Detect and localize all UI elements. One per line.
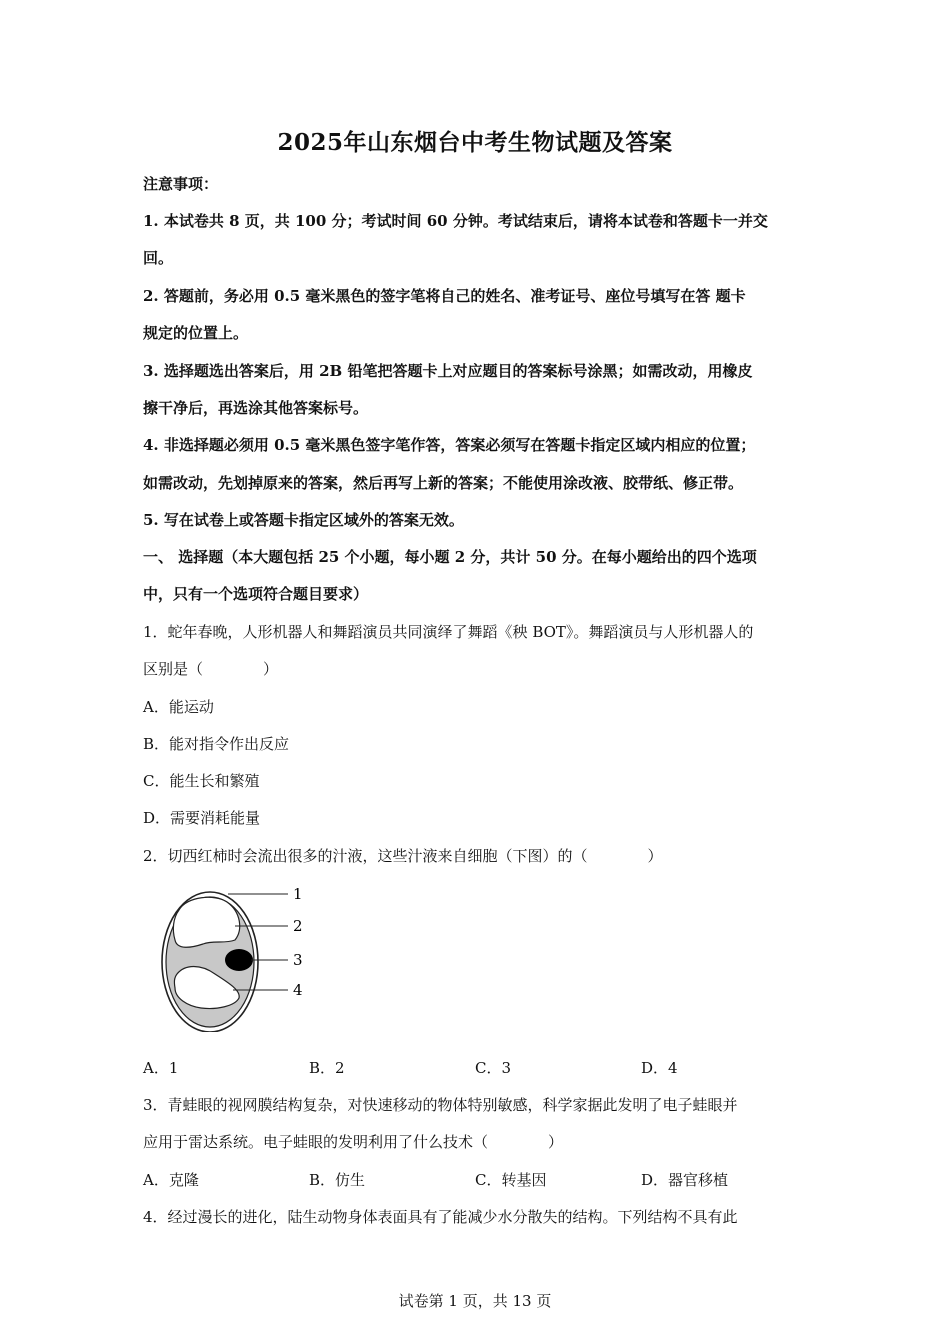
- q3-option-b: B．仿生: [309, 1171, 366, 1189]
- notice-line-6: 擦干净后，再选涂其他答案标号。: [143, 399, 369, 417]
- vacuole-upper-shape: [173, 897, 239, 947]
- page-footer: 试卷第 1 页，共 13 页: [398, 1292, 552, 1310]
- diagram-label-2: 2: [293, 917, 303, 935]
- notice-line-8: 如需改动，先划掉原来的答案，然后再写上新的答案；不能使用涂改液、胶带纸、修正带。: [143, 474, 744, 492]
- q1-option-b: B．能对指令作出反应: [143, 735, 290, 753]
- q2-options-row: [143, 1058, 815, 1078]
- section-heading-line-1: 一、 选择题（本大题包括 25 个小题，每小题 2 分，共计 50 分。在每小题给出的四个选项: [143, 548, 757, 566]
- diagram-label-3: 3: [293, 951, 303, 969]
- q3-option-c: C．转基因: [475, 1171, 547, 1189]
- notice-line-3: 2. 答题前，务必用 0.5 毫米黑色的签字笔将自己的姓名、准考证号、座位号填写在答 题卡: [143, 287, 746, 305]
- notice-line-2: 回。: [143, 249, 174, 267]
- notice-heading: 注意事项：: [143, 175, 219, 193]
- diagram-label-4: 4: [293, 981, 303, 999]
- notice-line-4: 规定的位置上。: [143, 324, 249, 342]
- q2-option-c: C．3: [475, 1059, 512, 1077]
- q4-stem-line-1: 4．经过漫长的进化，陆生动物身体表面具有了能减少水分散失的结构。下列结构不具有此: [143, 1208, 738, 1226]
- q1-stem-line-2: 区别是（ ）: [143, 660, 279, 678]
- q1-option-c: C．能生长和繁殖: [143, 772, 260, 790]
- page-title: 2025年山东烟台中考生物试题及答案: [277, 129, 673, 156]
- q3-stem-line-2: 应用于雷达系统。电子蛙眼的发明利用了什么技术（ ）: [143, 1133, 564, 1151]
- notice-line-7: 4. 非选择题必须用 0.5 毫米黑色签字笔作答，答案必须写在答题卡指定区域内相应的位置；: [143, 436, 756, 454]
- q1-stem-line-1: 1．蛇年春晚，人形机器人和舞蹈演员共同演绎了舞蹈《秧 BOT》。舞蹈演员与人形机器人的: [143, 623, 754, 641]
- q3-option-d: D．器官移植: [641, 1171, 729, 1189]
- notice-line-5: 3. 选择题选出答案后，用 2B 铅笔把答题卡上对应题目的答案标号涂黑；如需改动，用橡皮: [143, 362, 753, 380]
- q3-stem-line-1: 3．青蛙眼的视网膜结构复杂，对快速移动的物体特别敏感，科学家据此发明了电子蛙眼并: [143, 1096, 738, 1114]
- q3-option-a: A．克隆: [143, 1171, 199, 1189]
- q2-stem: 2．切西红柿时会流出很多的汁液，这些汁液来自细胞（下图）的（ ）: [143, 847, 663, 865]
- plant-cell-diagram: [155, 882, 335, 1032]
- q2-option-d: D．4: [641, 1059, 678, 1077]
- q1-option-d: D．需要消耗能量: [143, 809, 261, 827]
- diagram-label-1: 1: [293, 885, 303, 903]
- q3-options-row: [143, 1170, 815, 1190]
- q2-option-b: B．2: [309, 1059, 345, 1077]
- q2-option-a: A．1: [143, 1059, 179, 1077]
- nucleus-shape: [225, 949, 253, 971]
- section-heading-line-2: 中，只有一个选项符合题目要求）: [143, 585, 369, 603]
- notice-line-9: 5. 写在试卷上或答题卡指定区域外的答案无效。: [143, 511, 464, 529]
- notice-line-1: 1. 本试卷共 8 页，共 100 分；考试时间 60 分钟。考试结束后，请将本试卷和答题卡一并交: [143, 212, 768, 230]
- q1-option-a: A．能运动: [143, 698, 214, 716]
